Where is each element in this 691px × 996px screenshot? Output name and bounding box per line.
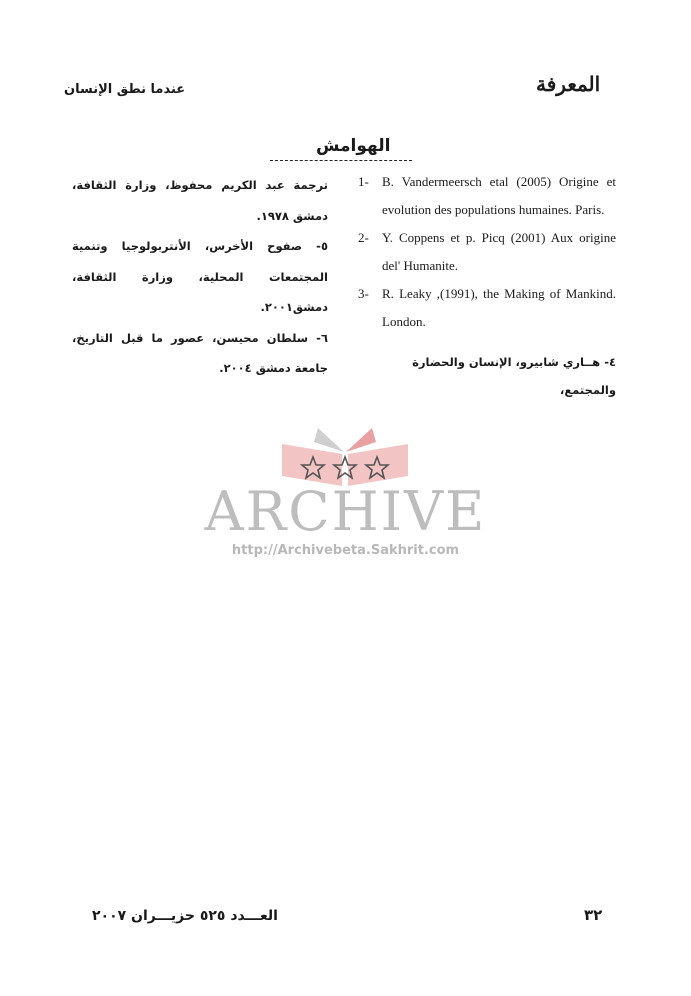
note-3: [358, 280, 616, 336]
running-header-title: عندما نطق الإنسان: [64, 82, 186, 97]
footer-issue-info: العـــدد ٥٢٥ حزيـــران ٢٠٠٧: [92, 908, 278, 924]
magazine-logo: المعرفة: [536, 72, 601, 96]
note-text: B. Vandermeersch etal (2005) Origine et evolution des populations humaines. Paris.: [382, 174, 616, 217]
note-number: 1-: [358, 174, 369, 189]
note-text: Y. Coppens et p. Picq (2001) Aux origine del' Humanite.: [382, 230, 616, 273]
section-title-rule: [270, 160, 412, 161]
page-number: ٣٢: [584, 906, 603, 924]
note-text: R. Leaky ,(1991), the Making of Mankind. London.: [382, 286, 616, 329]
section-title: الهوامش: [316, 136, 391, 156]
note-number: 3-: [358, 286, 369, 301]
notes-column-left: [72, 170, 328, 384]
note-number: ٤-: [604, 354, 616, 369]
note-1: [358, 168, 616, 224]
note-4-continued: ترجمة عبد الكريم محفوظ، وزارة الثقافة، دمشق ١٩٧٨.: [72, 178, 328, 223]
watermark-url: http://Archivebeta.Sakhrit.com: [231, 543, 460, 558]
note-number: 2-: [358, 230, 369, 245]
note-4: [358, 348, 616, 404]
note-text: هــاري شابيرو، الإنسان والحضارة والمجتمع،: [412, 354, 616, 397]
note-2: [358, 224, 616, 280]
note-5: ٥- صفوح الأخرس، الأنتربولوجيا وتنمية المجتمعات المحلية، وزارة الثقافة، دمشق٢٠٠١.: [72, 239, 328, 314]
watermark-archive-text: ARCHIVE: [204, 480, 487, 543]
note-6: ٦- سلطان محيسن، عصور ما قبل التاريخ، جامعة دمشق ٢٠٠٤.: [72, 330, 328, 375]
notes-column-right: [358, 168, 616, 415]
